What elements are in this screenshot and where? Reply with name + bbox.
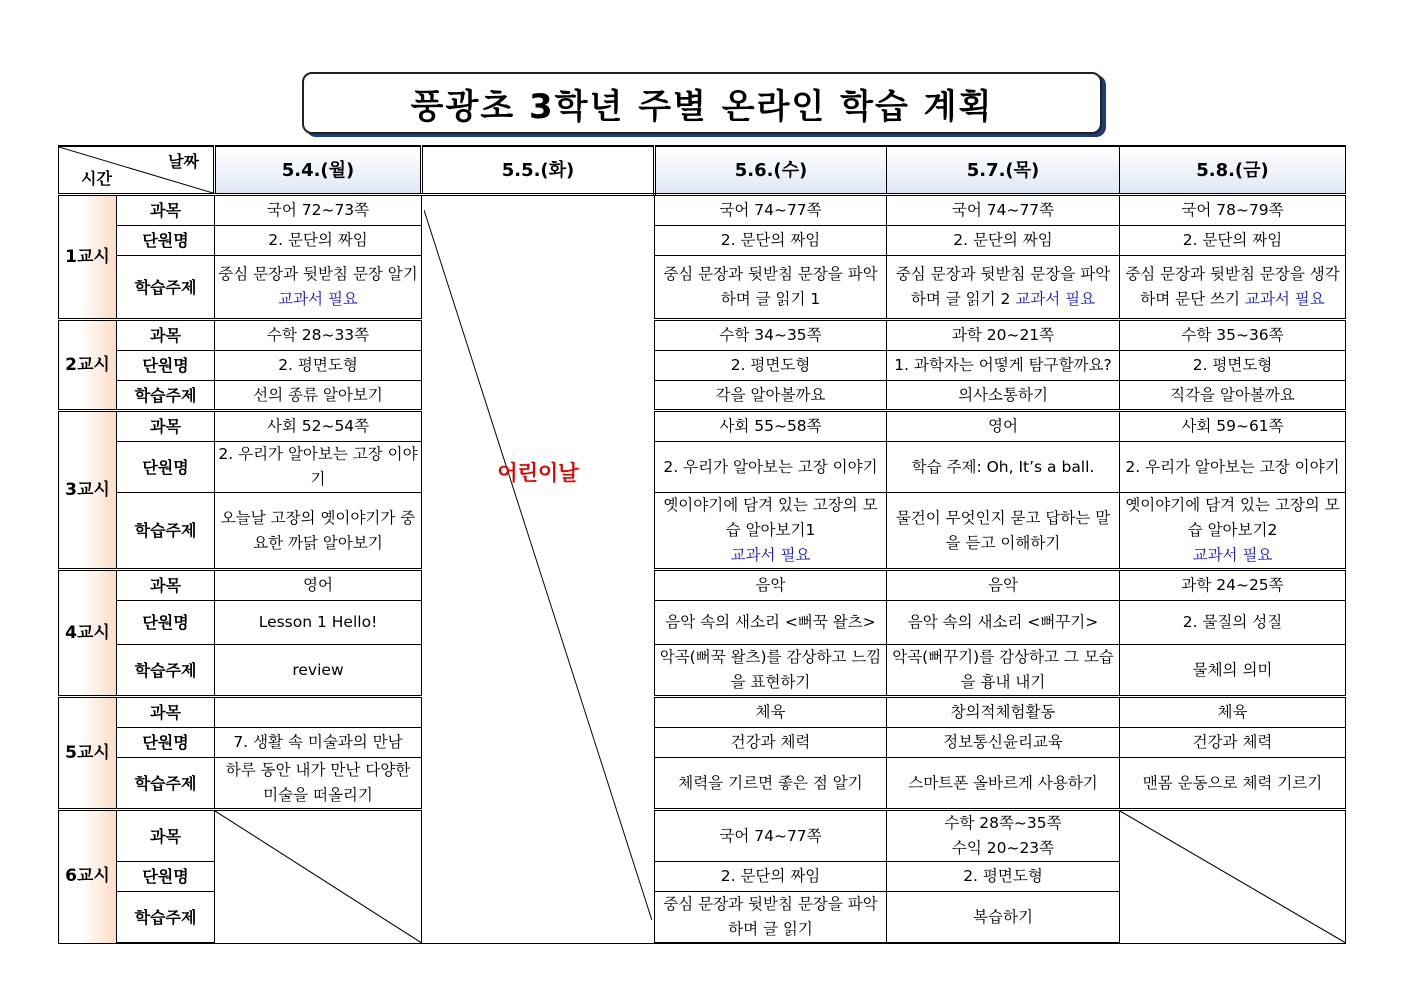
cell-unit: 2. 우리가 알아보는 고장 이야기: [215, 442, 422, 493]
topic-text: 옛이야기에 담겨 있는 고장의 모습 알아보기1: [663, 496, 878, 539]
subject-line: 수학 28쪽~35쪽: [944, 814, 1062, 832]
day-header-thu: 5.7.(목): [887, 146, 1120, 195]
cell-subject: 체육: [655, 697, 887, 728]
empty-diagonal: [1120, 811, 1345, 943]
cell-topic: 맨몸 운동으로 체력 기르기: [1120, 758, 1346, 810]
cell-subject: 음악: [887, 570, 1120, 601]
cell-unit: 건강과 체력: [1120, 728, 1346, 758]
table-row: [59, 697, 1346, 728]
table-row: [59, 442, 1346, 493]
cell-subject: 국어 74~77쪽: [655, 810, 887, 862]
cell-subject: 국어 74~77쪽: [655, 195, 887, 226]
row-label-topic: 학습주제: [117, 892, 215, 944]
table-row: [59, 195, 1346, 226]
cell-unit: 학습 주제: Oh, It’s a ball.: [887, 442, 1120, 493]
day-header-wed: 5.6.(수): [655, 146, 887, 195]
row-label-topic: 학습주제: [117, 256, 215, 320]
cell-subject: 창의적체험활동: [887, 697, 1120, 728]
row-label-topic: 학습주제: [117, 645, 215, 697]
date-label: 날짜: [168, 152, 199, 171]
holiday-label: 어린이날: [497, 461, 579, 485]
cell-topic: [1120, 493, 1346, 570]
textbook-note: 교과서 필요: [730, 546, 811, 564]
period-label: 2교시: [59, 320, 117, 411]
cell-topic: 선의 종류 알아보기: [215, 381, 422, 411]
table-row: [59, 728, 1346, 758]
row-label-unit: 단원명: [117, 862, 215, 892]
table-row: [59, 256, 1346, 320]
page-title: 풍광초 3학년 주별 온라인 학습 계획: [302, 72, 1102, 134]
cell-topic: [1120, 256, 1346, 320]
table-row: [59, 351, 1346, 381]
topic-text: 중심 문장과 뒷받침 문장을 파악하며 글 읽기 2: [895, 265, 1111, 308]
cell-subject: 국어 72~73쪽: [215, 195, 422, 226]
cell-subject: 과학 24~25쪽: [1120, 570, 1346, 601]
period-label: 1교시: [59, 195, 117, 320]
cell-topic: review: [215, 645, 422, 697]
cell-unit: 2. 우리가 알아보는 고장 이야기: [655, 442, 887, 493]
cell-topic: [887, 256, 1120, 320]
row-label-topic: 학습주제: [117, 758, 215, 810]
row-label-subject: 과목: [117, 697, 215, 728]
row-label-unit: 단원명: [117, 601, 215, 645]
cell-unit: 2. 평면도형: [655, 351, 887, 381]
cell-unit: 2. 우리가 알아보는 고장 이야기: [1120, 442, 1346, 493]
cell-subject: 체육: [1120, 697, 1346, 728]
table-row: [59, 758, 1346, 810]
cell-unit: 음악 속의 새소리 <뻐꾹 왈츠>: [655, 601, 887, 645]
cell-unit: 2. 문단의 짜임: [655, 226, 887, 256]
cell-unit: 7. 생활 속 미술과의 만남: [215, 728, 422, 758]
cell-unit: 2. 문단의 짜임: [655, 862, 887, 892]
cell-subject: 사회 55~58쪽: [655, 411, 887, 442]
topic-text: 옛이야기에 담겨 있는 고장의 모습 알아보기2: [1125, 496, 1340, 539]
header-row: [59, 146, 1346, 195]
cell-topic: 물체의 의미: [1120, 645, 1346, 697]
cell-subject: [215, 697, 422, 728]
day-header-mon: 5.4.(월): [215, 146, 422, 195]
period-label: 5교시: [59, 697, 117, 810]
cell-topic: 중심 문장과 뒷받침 문장을 파악하며 글 읽기: [655, 892, 887, 944]
cell-unit: 2. 평면도형: [1120, 351, 1346, 381]
row-label-unit: 단원명: [117, 351, 215, 381]
cell-unit: 1. 과학자는 어떻게 탐구할까요?: [887, 351, 1120, 381]
cell-unit: 건강과 체력: [655, 728, 887, 758]
cell-topic: 각을 알아볼까요: [655, 381, 887, 411]
day-header-fri: 5.8.(금): [1120, 146, 1346, 195]
cell-subject: 사회 52~54쪽: [215, 411, 422, 442]
row-label-unit: 단원명: [117, 226, 215, 256]
cell-unit: Lesson 1 Hello!: [215, 601, 422, 645]
cell-topic: [215, 256, 422, 320]
empty-cell-mon: [215, 810, 422, 944]
topic-text: 중심 문장과 뒷받침 문장을 생각하며 문단 쓰기: [1125, 265, 1340, 308]
row-label-unit: 단원명: [117, 728, 215, 758]
cell-topic: 악곡(뻐꾸기)를 감상하고 그 모습을 흉내 내기: [887, 645, 1120, 697]
empty-diagonal: [215, 811, 421, 943]
table-row: [59, 645, 1346, 697]
cell-topic: 복습하기: [887, 892, 1120, 944]
row-label-subject: 과목: [117, 810, 215, 862]
table-row: [59, 411, 1346, 442]
cell-subject: 수학 28~33쪽: [215, 320, 422, 351]
cell-topic: [655, 493, 887, 570]
cell-unit: 2. 물질의 성질: [1120, 601, 1346, 645]
cell-topic: 체력을 기르면 좋은 점 알기: [655, 758, 887, 810]
time-label: 시간: [81, 169, 112, 188]
table-row: [59, 570, 1346, 601]
cell-topic: 스마트폰 올바르게 사용하기: [887, 758, 1120, 810]
cell-topic: 중심 문장과 뒷받침 문장을 파악하며 글 읽기 1: [655, 256, 887, 320]
table-row: [59, 601, 1346, 645]
cell-topic: 직각을 알아볼까요: [1120, 381, 1346, 411]
cell-unit: 2. 평면도형: [215, 351, 422, 381]
cell-topic: 오늘날 고장의 옛이야기가 중요한 까닭 알아보기: [215, 493, 422, 570]
cell-topic: 의사소통하기: [887, 381, 1120, 411]
day-header-tue: 5.5.(화): [422, 146, 655, 195]
period-label: 6교시: [59, 810, 117, 944]
cell-subject: 수학 34~35쪽: [655, 320, 887, 351]
cell-unit: 2. 문단의 짜임: [887, 226, 1120, 256]
cell-subject: 수학 35~36쪽: [1120, 320, 1346, 351]
cell-unit: 음악 속의 새소리 <뻐꾸기>: [887, 601, 1120, 645]
row-label-subject: 과목: [117, 320, 215, 351]
textbook-note: 교과서 필요: [278, 290, 358, 308]
subject-line: 수익 20~23쪽: [951, 839, 1055, 857]
weekly-plan-table: [58, 145, 1346, 944]
cell-subject: 과학 20~21쪽: [887, 320, 1120, 351]
table-row: [59, 381, 1346, 411]
row-label-unit: 단원명: [117, 442, 215, 493]
cell-subject: 영어: [887, 411, 1120, 442]
table-row: [59, 493, 1346, 570]
table-row: [59, 226, 1346, 256]
cell-topic: 악곡(뻐꾹 왈츠)를 감상하고 느낌을 표현하기: [655, 645, 887, 697]
holiday-diagonal: [424, 210, 652, 920]
row-label-subject: 과목: [117, 195, 215, 226]
cell-topic: 하루 동안 내가 만난 다양한 미술을 떠올리기: [215, 758, 422, 810]
cell-subject: [887, 810, 1120, 862]
textbook-note: 교과서 필요: [1192, 546, 1273, 564]
topic-text: 중심 문장과 뒷받침 문장 알기: [218, 265, 418, 283]
period-label: 3교시: [59, 411, 117, 570]
table-row: [59, 320, 1346, 351]
textbook-note: 교과서 필요: [1244, 290, 1325, 308]
holiday-cell: [422, 195, 655, 944]
row-label-topic: 학습주제: [117, 381, 215, 411]
cell-unit: 2. 문단의 짜임: [215, 226, 422, 256]
cell-subject: 사회 59~61쪽: [1120, 411, 1346, 442]
cell-unit: 2. 평면도형: [887, 862, 1120, 892]
cell-subject: 음악: [655, 570, 887, 601]
cell-subject: 국어 74~77쪽: [887, 195, 1120, 226]
cell-topic: 물건이 무엇인지 묻고 답하는 말을 듣고 이해하기: [887, 493, 1120, 570]
cell-subject: 국어 78~79쪽: [1120, 195, 1346, 226]
cell-subject: 영어: [215, 570, 422, 601]
header-corner: [59, 146, 215, 195]
row-label-subject: 과목: [117, 411, 215, 442]
empty-cell-fri: [1120, 810, 1346, 944]
period-label: 4교시: [59, 570, 117, 697]
row-label-subject: 과목: [117, 570, 215, 601]
textbook-note: 교과서 필요: [1015, 290, 1096, 308]
cell-unit: 2. 문단의 짜임: [1120, 226, 1346, 256]
table-row: [59, 810, 1346, 862]
row-label-topic: 학습주제: [117, 493, 215, 570]
cell-unit: 정보통신윤리교육: [887, 728, 1120, 758]
